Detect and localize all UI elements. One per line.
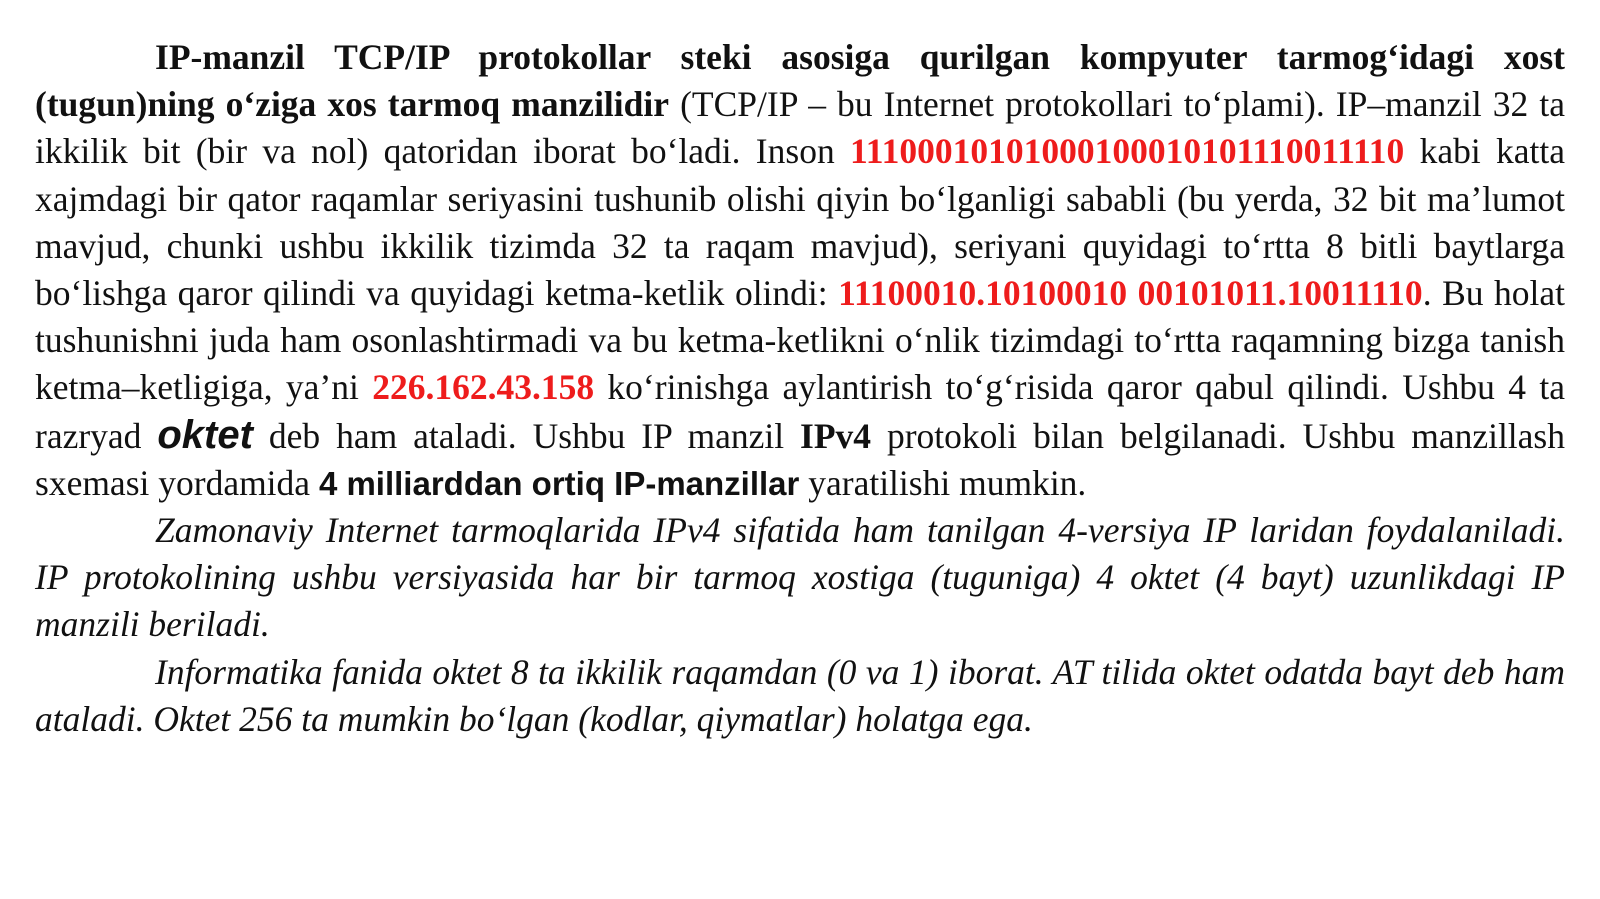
- paragraph-ipv4: Zamonaviy Internet tarmoqlarida IPv4 sifatida ham tanilgan 4-versiya IP laridan foydalaniladi. IP protokolining ushbu versiyasida har bir tarmoq xostiga (tuguniga) 4 oktet (4 bayt) uzunlikdagi IP manzili beriladi.: [35, 510, 1565, 645]
- text-segment: ko‘rinishga aylantirish to‘g‘risida qaror qabul qilindi. Ushbu 4 ta razryad: [35, 367, 1565, 456]
- text-segment: yaratilishi mumkin.: [799, 462, 1087, 503]
- text-segment: (TCP/IP – bu Internet protokollari to‘plami). IP–manzil 32 ta ikkilik bit (bir va nol) qatoridan iborat bo‘ladi. Inson: [35, 84, 1565, 172]
- text-segment: . Bu holat tushunishni juda ham osonlashtirmadi va bu ketma-ketlikni o‘nlik tizimdagi to‘rtta raqamning bizga tanish ketma–ketligiga, ya’ni: [35, 273, 1565, 408]
- text-segment: deb ham ataladi. Ushbu IP manzil: [252, 415, 801, 456]
- document-body: [35, 34, 1565, 743]
- text-segment: kabi katta xajmdagi bir qator raqamlar seriyasini tushunib olishi qiyin bo‘lganligi sababli (bu yerda, 32 bit ma’lumot mavjud, chunki ushbu ikkilik tizimda 32 ta raqam mavjud), seriyani quyidagi to‘rtta 8 bitli baytlarga bo‘lishga qaror qilindi va quyidagi ketma-ketlik olindi:: [35, 131, 1566, 314]
- oktet-term: oktet: [157, 412, 253, 457]
- text-segment: protokoli bilan belgilanadi. Ushbu manzillash sxemasi yordamida: [35, 415, 1565, 503]
- ip-definition-bold: IP-manzil TCP/IP protokollar steki asosiga qurilgan kompyuter tarmog‘idagi xost (tugun)ning o‘ziga xos tarmoq manzilidir: [35, 37, 1565, 125]
- ipv4-term: IPv4: [800, 415, 872, 456]
- decimal-ip-highlight: 226.162.43.158: [372, 367, 595, 408]
- paragraph-ip-definition: [35, 34, 1565, 507]
- binary-address-highlight: 11100010101000100010101110011110: [850, 131, 1405, 172]
- address-count-bold: 4 milliarddan ortiq IP-manzillar: [318, 464, 800, 502]
- paragraph-octet: Informatika fanida oktet 8 ta ikkilik raqamdan (0 va 1) iborat. AT tilida oktet odatda bayt deb ham ataladi. Oktet 256 ta mumkin bo‘lgan (kodlar, qiymatlar) holatga ega.: [35, 651, 1565, 739]
- binary-octets-highlight: 11100010.10100010 00101011.10011110: [838, 273, 1423, 314]
